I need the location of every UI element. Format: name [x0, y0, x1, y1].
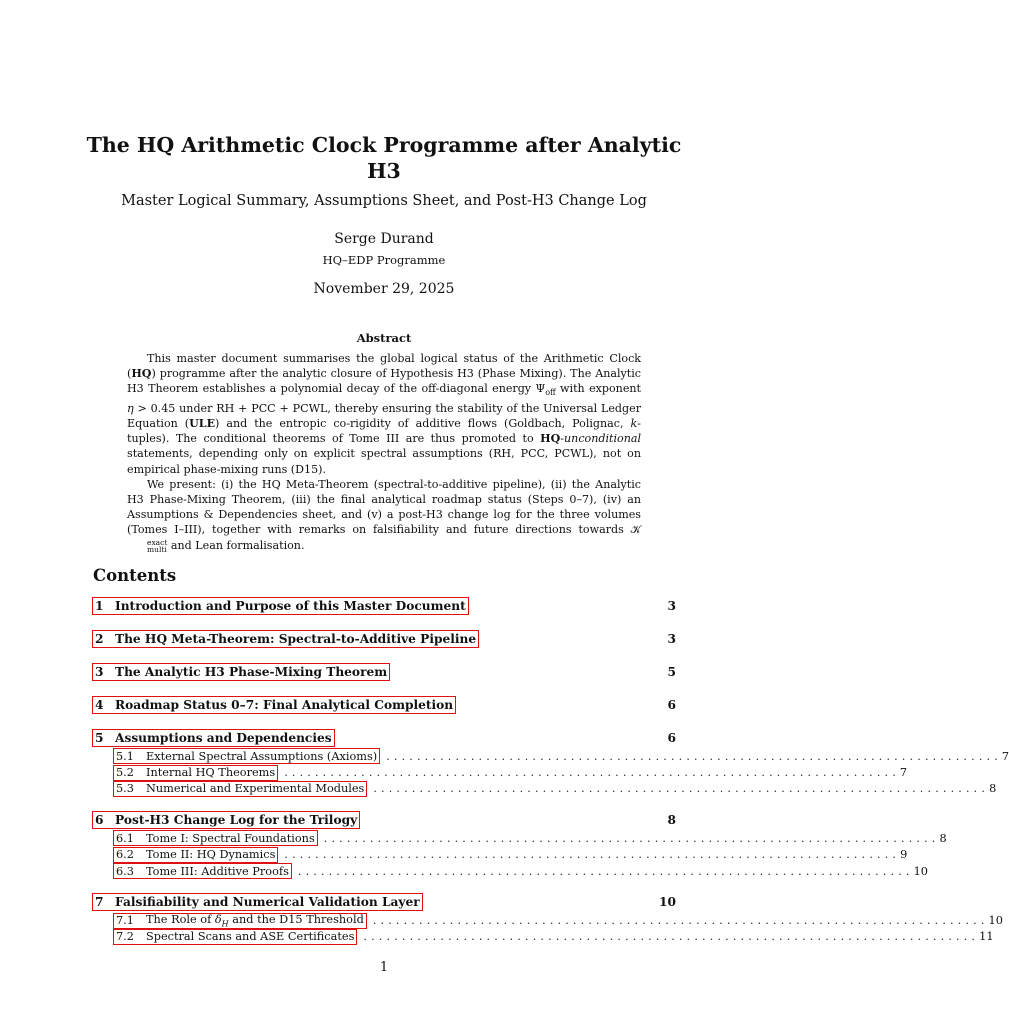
page-number: 1: [379, 960, 389, 975]
toc-section-number: 7: [95, 895, 104, 910]
toc-section-entry: [92, 695, 676, 715]
toc-subsection-entry: [92, 929, 994, 945]
toc-subsection-entry: [92, 847, 908, 863]
toc-subsection-number: 5.3: [116, 782, 134, 796]
toc-section-entry: [92, 728, 676, 748]
toc-section-entry: [92, 662, 676, 682]
toc-subsection-number: 6.1: [116, 831, 134, 845]
toc-subsection-page: 10: [988, 914, 1003, 928]
toc-section-link[interactable]: [92, 597, 469, 615]
paper-date: November 29, 2025: [313, 281, 455, 297]
toc-subsection-entry: [92, 912, 1003, 929]
toc-section: [92, 728, 1009, 797]
toc-subsection-title: Tome I: Spectral Foundations: [146, 831, 315, 845]
author-name: Serge Durand: [334, 231, 434, 247]
toc-subsection-title: Internal HQ Theorems: [146, 766, 276, 780]
toc-leader-dots: ................................................................................: [373, 782, 990, 796]
table-of-contents: [92, 596, 1009, 958]
toc-subsection-number: 7.2: [116, 930, 134, 944]
toc-section-link[interactable]: [92, 811, 360, 829]
abstract-body: [127, 351, 641, 553]
toc-section-page: 5: [667, 665, 676, 679]
toc-section-link[interactable]: [92, 893, 423, 911]
toc-section-number: 1: [95, 599, 104, 613]
toc-subsection-title: Tome II: HQ Dynamics: [146, 848, 276, 862]
toc-section-link[interactable]: [92, 630, 479, 648]
toc-section-entry: [92, 892, 676, 912]
toc-subsection-link[interactable]: [113, 748, 380, 764]
toc-subsection-page: 8: [989, 782, 997, 796]
toc-subsection-page: 8: [939, 831, 947, 845]
toc-section: [92, 662, 676, 682]
toc-section-title: Roadmap Status 0–7: Final Analytical Completion: [115, 698, 454, 712]
toc-section-page: 6: [667, 698, 676, 712]
toc-section-page: 8: [667, 813, 676, 828]
toc-subsection-page: 7: [1001, 749, 1009, 763]
paper-subtitle: Master Logical Summary, Assumptions Sheet, and Post-H3 Change Log: [121, 193, 647, 209]
toc-subsection-number: 5.2: [116, 766, 134, 780]
toc-subsection-link[interactable]: [113, 830, 318, 846]
toc-subsection-title: Numerical and Experimental Modules: [146, 782, 365, 796]
toc-subsection-title: Spectral Scans and ASE Certificates: [146, 930, 355, 944]
toc-section-entry: [92, 596, 676, 616]
toc-subsection-number: 7.1: [116, 914, 134, 928]
toc-section: [92, 596, 676, 616]
toc-section-title: Introduction and Purpose of this Master Document: [115, 599, 466, 613]
toc-subsection-entry: [92, 748, 1009, 764]
toc-section-page: 3: [667, 632, 676, 646]
toc-subsection-page: 10: [913, 864, 928, 878]
toc-subsection-link[interactable]: [113, 847, 278, 863]
toc-subsection-page: 9: [900, 848, 908, 862]
toc-section-number: 5: [95, 731, 104, 745]
toc-section-number: 6: [95, 813, 104, 828]
toc-leader-dots: ................................................................................: [386, 749, 1002, 763]
toc-subsection-link[interactable]: [113, 929, 357, 945]
toc-section-link[interactable]: [92, 663, 390, 681]
toc-leader-dots: ................................................................................: [372, 914, 989, 928]
contents-heading: Contents: [93, 566, 177, 585]
toc-section-title: Post-H3 Change Log for the Trilogy: [115, 813, 358, 828]
toc-section-link[interactable]: [92, 729, 335, 747]
toc-subsection-link[interactable]: [113, 863, 292, 879]
toc-section-number: 2: [95, 632, 104, 646]
toc-leader-dots: ................................................................................: [284, 766, 900, 780]
toc-subsection-link[interactable]: [113, 765, 278, 781]
toc-subsection-entry: [92, 781, 997, 797]
author-affiliation: HQ–EDP Programme: [322, 253, 446, 267]
toc-section-entry: [92, 810, 676, 830]
toc-subsection-page: 11: [979, 930, 994, 944]
toc-section: [92, 892, 1003, 945]
toc-section-page: 10: [659, 895, 676, 910]
toc-section-title: Assumptions and Dependencies: [115, 731, 332, 745]
toc-leader-dots: ................................................................................: [323, 831, 940, 845]
toc-subsection-number: 6.2: [116, 848, 134, 862]
toc-leader-dots: ................................................................................: [363, 930, 980, 944]
abstract-paragraph-1: This master document summarises the global logical status of the Arithmetic Clock (HQ) programme after the analytic closure of Hypothesis H3 (Phase Mixing). The Analytic H3 Theorem establishes a polynomial decay of the off-diagonal energy $\Psi_{off}$ with exponent η > 0.45 under RH + PCC + PCWL, thereby ensuring the stability of the Universal Ledger Equation (ULE) and the entropic co-rigidity of additive flows (Goldbach, Polignac, k-tuples). The conditional theorems of Tome III are thus promoted to HQ-unconditional statements, depending only on explicit spectral assumptions (RH, PCC, PCWL), not on empirical phase-mixing runs (D15).: [127, 352, 641, 476]
toc-subsection-link[interactable]: [113, 913, 367, 929]
toc-section-page: 6: [667, 731, 676, 745]
toc-section-title: Falsifiability and Numerical Validation Layer: [115, 895, 420, 910]
toc-section-title: The Analytic H3 Phase-Mixing Theorem: [115, 665, 388, 679]
toc-section-number: 4: [95, 698, 104, 712]
toc-section-number: 3: [95, 665, 104, 679]
paper-title: The HQ Arithmetic Clock Programme after Analytic H3: [86, 133, 682, 183]
toc-subsection-entry: [92, 764, 908, 780]
toc-subsection-number: 5.1: [116, 749, 134, 763]
toc-subsection-title: The Role of $\delta_H$ and the D15 Threshold: [146, 912, 364, 929]
toc-subsection-title: Tome III: Additive Proofs: [146, 864, 289, 878]
toc-section-title: The HQ Meta-Theorem: Spectral-to-Additive Pipeline: [115, 632, 477, 646]
abstract-heading: Abstract: [356, 331, 412, 345]
toc-leader-dots: ................................................................................: [297, 864, 914, 878]
toc-section: [92, 810, 947, 879]
toc-section-entry: [92, 629, 676, 649]
toc-section-link[interactable]: [92, 696, 456, 714]
toc-section-page: 3: [667, 599, 676, 613]
toc-section: [92, 695, 676, 715]
abstract-paragraph-2: We present: (i) the HQ Meta-Theorem (spectral-to-additive pipeline), (ii) the Analytic H3 Phase-Mixing Theorem, (iii) the final analytical roadmap status (Steps 0–7), (iv) an Assumptions & Dependencies sheet, and (v) a post-H3 change log for the three volumes (Tomes I–III), together with remarks on falsifiability and future directions towards 𝒦 exact multi and Lean formalisation.: [127, 477, 641, 554]
toc-subsection-entry: [92, 830, 947, 846]
toc-subsection-number: 6.3: [116, 864, 134, 878]
toc-subsection-entry: [92, 863, 928, 879]
toc-section: [92, 629, 676, 649]
toc-subsection-title: External Spectral Assumptions (Axioms): [146, 749, 378, 763]
toc-subsection-link[interactable]: [113, 781, 367, 797]
toc-leader-dots: ................................................................................: [284, 848, 901, 862]
toc-subsection-page: 7: [899, 766, 908, 780]
